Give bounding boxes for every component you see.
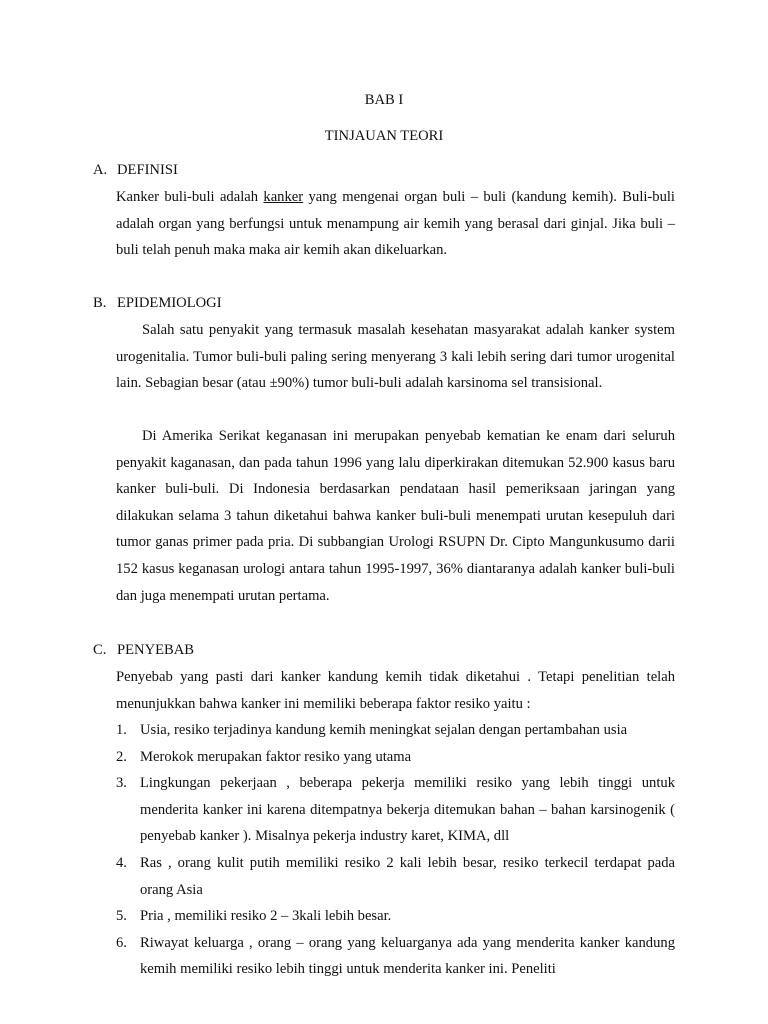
list-item: 4. Ras , orang kulit putih memiliki resiko 2 kali lebih besar, resiko terkecil terdapat pada orang Asia [116, 854, 675, 898]
list-item: 1. Usia, resiko terjadinya kandung kemih meningkat sejalan dengan pertambahan usia [116, 722, 628, 738]
section-a-letter: A. [93, 162, 108, 178]
definition-text-rest: yang mengenai organ buli – buli (kandung kemih). Buli-buli adalah organ yang berfungsi untuk menampung air kemih yang berasal dari ginjal. Jika buli – buli telah penuh maka maka air kemih akan dikeluarkan. [116, 189, 675, 259]
list-item: 6. Riwayat keluarga , orang – orang yang keluarganya ada yang menderita kanker kandung kemih memiliki resiko lebih tinggi untuk menderita kanker ini. Peneliti [116, 934, 675, 978]
list-item: 5. Pria , memiliki resiko 2 – 3kali lebih besar. [116, 908, 392, 925]
section-a-title: DEFINISI [117, 162, 178, 178]
risk-factor-list [116, 717, 675, 983]
page-title: TINJAUAN TEORI [324, 128, 444, 144]
section-c-letter: C. [93, 642, 107, 658]
kanker-link[interactable]: kanker [263, 189, 304, 205]
list-item: 2. Merokok merupakan faktor resiko yang utama [116, 748, 412, 765]
section-b-paragraph-2: Di Amerika Serikat keganasan ini merupakan penyebab kematian ke enam dari seluruh penyakit kaganasan, dan pada tahun 1996 yang lalu diperkirakan ditemukan 52.900 kasus baru kanker buli-buli. Di Indonesia berdasarkan pendataan hasil pemeriksaan jaringan yang dilakukan selama 3 tahun diketahui bahwa kanker buli-buli menempati urutan kesepuluh dari tumor ganas primer pada pria. Di subbangian Urologi RSUPN Dr. Cipto Mangunkusumo darii 152 kasus keganasan urologi antara tahun 1995-1997, 36% diantaranya adalah kanker buli-buli dan juga menempati urutan pertama. [116, 428, 675, 604]
section-c-title: PENYEBAB [117, 642, 195, 658]
section-b-letter: B. [93, 295, 107, 311]
section-c-intro: Penyebab yang pasti dari kanker kandung kemih tidak diketahui . Tetapi penelitian telah menunjukkan bahwa kanker ini memiliki beberapa faktor resiko yaitu : [116, 669, 675, 712]
definition-text-start: Kanker buli-buli adalah [116, 189, 264, 205]
section-b-paragraph-1: Salah satu penyakit yang termasuk masalah kesehatan masyarakat adalah kanker system urogenitalia. Tumor buli-buli paling sering menyerang 3 kali lebih sering dari tumor urogenital lain. Sebagian besar (atau ±90%) tumor buli-buli adalah karsinoma sel transisional. [116, 322, 675, 392]
section-b-heading [93, 295, 222, 312]
list-item: 3. Lingkungan pekerjaan , beberapa pekerja memiliki resiko yang lebih tinggi untuk menderita kanker ini karena ditempatnya bekerja ditemukan bahan – bahan karsinogenik ( penyebab kanker ). Misalnya pekerja industry karet, KIMA, dll [116, 775, 675, 845]
section-a-heading [93, 162, 178, 179]
section-b-title: EPIDEMIOLOGI [117, 295, 222, 311]
section-a-paragraph [116, 184, 675, 264]
chapter-label: BAB I [364, 92, 404, 108]
section-c-heading [93, 642, 194, 659]
